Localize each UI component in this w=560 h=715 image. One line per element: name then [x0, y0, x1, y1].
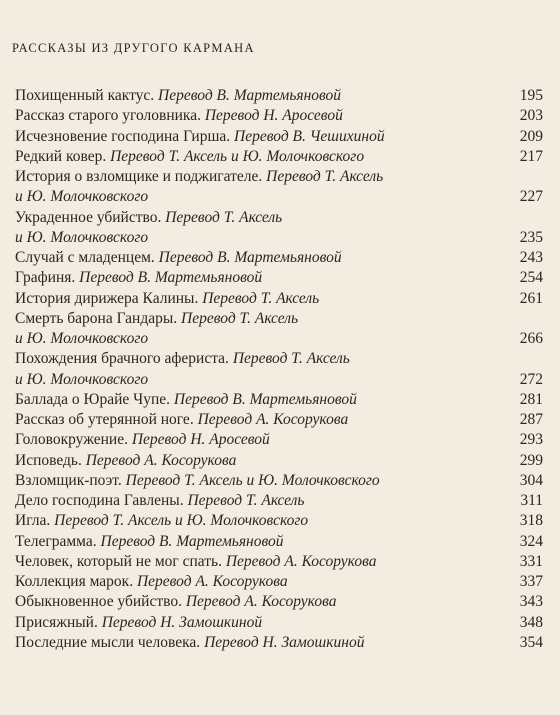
page-number: 318 — [519, 512, 543, 530]
story-title: Дело господина Гавлены. — [15, 492, 184, 509]
page-number: 304 — [519, 471, 543, 489]
toc-entry-line — [15, 552, 503, 572]
page-number: 311 — [520, 492, 543, 509]
toc-entry-line — [15, 471, 503, 491]
page-number: 209 — [519, 127, 543, 145]
page-number: 281 — [519, 390, 543, 408]
toc-entry — [15, 390, 543, 410]
story-title: Украденное убийство. — [15, 208, 162, 226]
toc-entry — [15, 410, 543, 430]
toc-entry — [15, 106, 543, 126]
toc-entry — [15, 633, 543, 653]
page-number: 293 — [519, 431, 543, 449]
translator-credit-continued: и Ю. Молочковского — [15, 330, 149, 347]
story-title: Человек, который не мог спать. — [15, 552, 222, 570]
toc-entry — [15, 592, 543, 612]
story-title: Телеграмма. — [15, 532, 97, 550]
translator-credit: Перевод Н. Аросевой — [204, 107, 343, 125]
page-number: 331 — [519, 552, 543, 570]
translator-credit: Перевод А. Косорукова — [225, 552, 377, 570]
toc-entry — [15, 309, 543, 350]
translator-credit: Перевод Н. Аросевой — [131, 431, 270, 449]
toc-entry-line — [15, 511, 503, 531]
toc-entry-line — [15, 532, 503, 552]
translator-credit: Перевод В. Мартемьяновой — [79, 269, 263, 287]
toc-entry-line — [15, 572, 503, 592]
toc-entry — [15, 430, 543, 450]
story-title: Похождения брачного афериста. — [15, 350, 229, 368]
page-number: 266 — [519, 330, 543, 347]
translator-credit: Перевод В. Мартемьяновой — [158, 249, 342, 266]
toc-entry-line — [15, 309, 503, 329]
page-number: 272 — [519, 370, 543, 388]
story-title: Игла. — [15, 512, 51, 530]
table-of-contents — [15, 86, 543, 653]
translator-credit: Перевод Т. Аксель — [187, 492, 305, 509]
toc-entry — [15, 552, 543, 572]
story-title: Рассказ старого уголовника. — [15, 107, 201, 125]
toc-entry-line — [15, 268, 503, 288]
translator-credit-continued: и Ю. Молочковского — [15, 370, 149, 388]
toc-entry-line — [15, 390, 503, 410]
story-title: Последние мысли человека. — [15, 633, 201, 651]
toc-entry-line — [15, 491, 503, 511]
page-number: 227 — [519, 188, 543, 206]
page-number: 348 — [519, 613, 543, 631]
story-title: Исповедь. — [15, 451, 82, 469]
toc-entry-line — [15, 208, 503, 228]
toc-entry — [15, 248, 543, 268]
story-title: Рассказ об утерянной ноге. — [15, 411, 194, 428]
toc-entry — [15, 268, 543, 288]
translator-credit: Перевод А. Косорукова — [136, 573, 288, 590]
toc-entry-line — [15, 86, 503, 106]
story-title: Похищенный кактус. — [15, 87, 155, 104]
toc-entry-line — [15, 167, 503, 187]
translator-credit: Перевод Т. Аксель — [181, 309, 299, 327]
translator-credit: Перевод Т. Аксель и Ю. Молочковского — [110, 147, 365, 165]
toc-entry — [15, 613, 543, 633]
toc-entry — [15, 471, 543, 491]
toc-entry-line — [15, 349, 503, 369]
toc-entry-line — [15, 592, 503, 612]
page-number: 261 — [519, 289, 543, 307]
toc-entry — [15, 147, 543, 167]
toc-entry-line — [15, 106, 503, 126]
page-number: 337 — [519, 573, 543, 590]
page-number: 235 — [519, 228, 543, 246]
story-title: Взломщик-поэт. — [15, 471, 122, 489]
toc-entry — [15, 86, 543, 106]
story-title: Графиня. — [15, 269, 76, 287]
toc-entry-line — [15, 633, 503, 653]
toc-entry — [15, 167, 543, 208]
story-title: Редкий ковер. — [15, 147, 107, 165]
translator-credit: Перевод Т. Аксель и Ю. Молочковского — [125, 471, 380, 489]
toc-entry-line — [15, 613, 503, 633]
translator-credit: Перевод А. Косорукова — [185, 593, 337, 611]
toc-entry — [15, 572, 543, 592]
page-number: 324 — [519, 532, 543, 550]
story-title: Коллекция марок. — [15, 573, 134, 590]
toc-entry-line — [15, 147, 503, 167]
toc-entry — [15, 349, 543, 390]
translator-credit: Перевод Т. Аксель — [266, 168, 384, 185]
toc-entry-line — [15, 289, 503, 309]
story-title: Обыкновенное убийство. — [15, 593, 182, 611]
story-title: Головокружение. — [15, 431, 128, 449]
translator-credit: Перевод А. Косорукова — [197, 411, 349, 428]
translator-credit: Перевод В. Мартемьяновой — [158, 87, 342, 104]
toc-entry — [15, 127, 543, 147]
toc-entry — [15, 451, 543, 471]
toc-entry-line — [15, 127, 503, 147]
page-number: 254 — [519, 269, 543, 287]
page-number: 354 — [519, 633, 543, 651]
story-title: История о взломщике и поджигателе. — [15, 168, 263, 185]
translator-credit: Перевод Т. Аксель — [232, 350, 350, 368]
story-title: Случай с младенцем. — [15, 249, 155, 266]
story-title: Исчезновение господина Гирша. — [15, 127, 231, 145]
translator-credit-continued: и Ю. Молочковского — [15, 188, 149, 206]
page-number: 343 — [519, 593, 543, 611]
toc-entry — [15, 491, 543, 511]
translator-credit: Перевод В. Мартемьяновой — [100, 532, 284, 550]
toc-entry-line — [15, 430, 503, 450]
translator-credit: Перевод Н. Замошкиной — [101, 613, 263, 631]
toc-entry-line — [15, 410, 503, 430]
translator-credit: Перевод В. Чешихиной — [234, 127, 385, 145]
page-number: 299 — [519, 451, 543, 469]
page-number: 287 — [519, 411, 543, 428]
toc-entry-line — [15, 248, 503, 268]
toc-entry — [15, 532, 543, 552]
section-title: РАССКАЗЫ ИЗ ДРУГОГО КАРМАНА — [12, 41, 255, 55]
page-number: 203 — [519, 107, 543, 125]
story-title: История дирижера Калины. — [15, 289, 199, 307]
story-title: Смерть барона Гандары. — [15, 309, 178, 327]
translator-credit: Перевод Т. Аксель и Ю. Молочковского — [54, 512, 309, 530]
translator-credit-continued: и Ю. Молочковского — [15, 228, 149, 246]
translator-credit: Перевод Т. Аксель — [202, 289, 320, 307]
translator-credit: Перевод В. Мартемьяновой — [173, 390, 357, 408]
toc-entry — [15, 208, 543, 249]
translator-credit: Перевод Н. Замошкиной — [204, 633, 365, 651]
toc-entry-line — [15, 451, 503, 471]
toc-entry — [15, 511, 543, 531]
toc-entry — [15, 289, 543, 309]
page-number: 243 — [519, 249, 543, 266]
story-title: Присяжный. — [15, 613, 98, 631]
translator-credit: Перевод Т. Аксель — [165, 208, 283, 226]
page-number: 195 — [519, 87, 543, 104]
translator-credit: Перевод А. Косорукова — [85, 451, 237, 469]
page-number: 217 — [519, 147, 543, 165]
story-title: Баллада о Юрайе Чупе. — [15, 390, 171, 408]
